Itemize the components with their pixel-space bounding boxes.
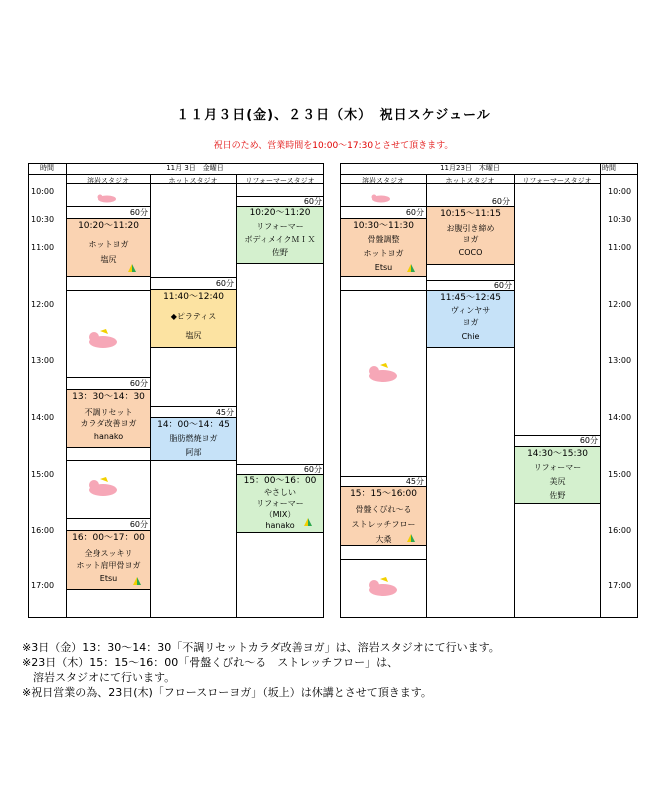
time-label: 14:00 <box>31 413 55 422</box>
class-time: 10:30～11:30 <box>353 221 414 231</box>
time-label: 11:00 <box>608 243 632 252</box>
note-line: ※祝日営業の為、23日(木)「フロースローヨガ」（坂上）は休講とさせて頂きます。 <box>22 686 432 699</box>
class-instructor: hanako <box>265 521 295 530</box>
class-instructor: 美尻 <box>549 477 566 486</box>
class-time: 10:15～11:15 <box>440 209 501 219</box>
class-block[interactable] <box>236 206 324 264</box>
class-instructor: Etsu <box>99 574 118 583</box>
duration-label: 60分 <box>491 197 510 206</box>
beginner-leaf-icon <box>406 533 416 543</box>
time-label: 10:00 <box>608 187 632 196</box>
class-block[interactable] <box>514 446 601 504</box>
class-time: 10:20～11:20 <box>78 221 139 231</box>
class-name: ◆ピラティス <box>170 312 217 321</box>
class-name: ヨガ <box>462 318 479 327</box>
sleeping-pig-icon <box>96 193 118 203</box>
left-schedule <box>28 163 324 618</box>
class-time: 14：00～14：45 <box>157 420 230 430</box>
class-name: 全身スッキリ <box>84 549 133 558</box>
class-name: 骨盤くびれ～る <box>355 505 412 514</box>
class-instructor: 大桑 <box>375 535 392 544</box>
class-instructor: 阿部 <box>185 448 202 457</box>
class-name: （MIX） <box>264 510 296 519</box>
class-name: リフォーマー <box>256 499 304 508</box>
sleeping-pig-icon <box>370 193 392 203</box>
time-label: 13:00 <box>31 356 55 365</box>
class-time: 11:45～12:45 <box>440 293 501 303</box>
sleeping-pig-icon <box>366 361 400 383</box>
class-block[interactable] <box>66 218 151 277</box>
beginner-leaf-icon <box>303 517 313 527</box>
time-label: 10:30 <box>608 215 632 224</box>
subtitle: 祝日のため、営業時間を10:00～17:30とさせて頂きます。 <box>213 141 454 151</box>
class-name: お腹引き締め <box>446 224 495 233</box>
duration-label: 60分 <box>303 197 322 206</box>
class-time: 15：00～16：00 <box>243 476 317 486</box>
class-name: 不調リセット <box>84 408 133 417</box>
duration-label: 60分 <box>579 436 598 445</box>
class-name: リフォーマー <box>533 463 582 472</box>
class-name: ヴィンヤサ <box>450 306 491 315</box>
time-label: 12:00 <box>608 300 632 309</box>
class-block[interactable] <box>150 289 237 348</box>
duration-label: 60分 <box>129 208 148 217</box>
class-time: 15：15～16:00 <box>350 489 417 499</box>
class-instructor: Chie <box>461 332 480 341</box>
class-time: 10:20～11:20 <box>249 208 311 218</box>
time-header: 時間 <box>602 164 616 172</box>
time-label: 16:00 <box>31 526 55 535</box>
class-instructor: hanako <box>93 432 124 441</box>
time-label: 15:00 <box>608 470 632 479</box>
class-instructor: COCO <box>458 248 483 257</box>
class-time: 13：30～14：30 <box>72 392 145 402</box>
class-name: リフォーマー <box>256 222 304 231</box>
class-instructor: 佐野 <box>272 248 288 257</box>
class-time: 16：00～17：00 <box>72 533 145 543</box>
right-schedule <box>340 163 638 618</box>
beginner-leaf-icon <box>406 263 416 273</box>
duration-label: 45分 <box>405 477 424 486</box>
date-header: 11月23日 木曜日 <box>440 164 500 172</box>
beginner-leaf-icon <box>127 263 137 273</box>
class-time: 14:30～15:30 <box>527 449 588 459</box>
note-line: 溶岩スタジオにて行います。 <box>22 671 176 684</box>
class-block[interactable] <box>426 206 515 265</box>
time-label: 17:00 <box>608 581 632 590</box>
class-time: 11:40～12:40 <box>163 292 224 302</box>
class-instructor: 塩尻 <box>185 331 202 340</box>
room-header-hot: ホットスタジオ <box>445 177 495 185</box>
class-block[interactable] <box>150 417 237 461</box>
beginner-leaf-icon <box>132 576 142 586</box>
class-name: ホットヨガ <box>363 249 404 258</box>
room-header-hot: ホットスタジオ <box>168 177 218 185</box>
class-block[interactable] <box>66 389 151 448</box>
class-name: 骨盤調整 <box>367 235 400 244</box>
time-label: 13:00 <box>608 356 632 365</box>
duration-label: 45分 <box>215 408 234 417</box>
time-header: 時間 <box>40 164 54 172</box>
sleeping-pig-icon <box>86 475 120 497</box>
class-name: ホットヨガ <box>88 240 129 249</box>
sleeping-pig-icon <box>86 327 120 349</box>
class-name: ストレッチフロー <box>351 520 416 529</box>
duration-label: 60分 <box>129 520 148 529</box>
room-header-reformer: リフォーマースタジオ <box>245 177 315 185</box>
class-instructor: 佐野 <box>549 491 566 500</box>
class-block[interactable] <box>426 290 515 348</box>
time-label: 10:00 <box>31 187 55 196</box>
duration-label: 60分 <box>129 379 148 388</box>
class-name: ヨガ <box>462 235 479 244</box>
time-label: 16:00 <box>608 526 632 535</box>
notes <box>22 640 500 700</box>
room-header-reformer: リフォーマースタジオ <box>522 177 592 185</box>
time-label: 10:30 <box>31 215 55 224</box>
time-label: 11:00 <box>31 243 55 252</box>
class-instructor: Etsu <box>374 263 393 272</box>
class-name: ホット肩甲骨ヨガ <box>76 561 141 570</box>
sleeping-pig-icon <box>366 575 400 597</box>
class-name: やさしい <box>264 488 296 497</box>
class-instructor: 塩尻 <box>100 255 117 264</box>
note-line: ※23日（木）15：15～16：00「骨盤くびれ～る ストレッチフロー」は、 <box>22 656 399 669</box>
date-header: 11月 3日 金曜日 <box>166 164 224 172</box>
time-label: 15:00 <box>31 470 55 479</box>
duration-label: 60分 <box>303 465 322 474</box>
duration-label: 60分 <box>493 281 512 290</box>
class-name: ボディメイクＭＩＸ <box>244 235 316 244</box>
class-name: 脂肪燃焼ヨガ <box>169 434 218 443</box>
time-label: 14:00 <box>608 413 632 422</box>
duration-label: 60分 <box>405 208 424 217</box>
time-label: 17:00 <box>31 581 55 590</box>
time-label: 12:00 <box>31 300 55 309</box>
room-header-lava: 溶岩スタジオ <box>87 177 129 185</box>
class-name: カラダ改善ヨガ <box>80 419 137 428</box>
room-header-lava: 溶岩スタジオ <box>362 177 404 185</box>
page-title: １１月３日(金)、２３日（木） 祝日スケジュール <box>176 108 491 123</box>
note-line: ※3日（金）13：30～14：30「不調リセットカラダ改善ヨガ」は、溶岩スタジオにて行います。 <box>22 641 500 654</box>
duration-label: 60分 <box>215 279 234 288</box>
